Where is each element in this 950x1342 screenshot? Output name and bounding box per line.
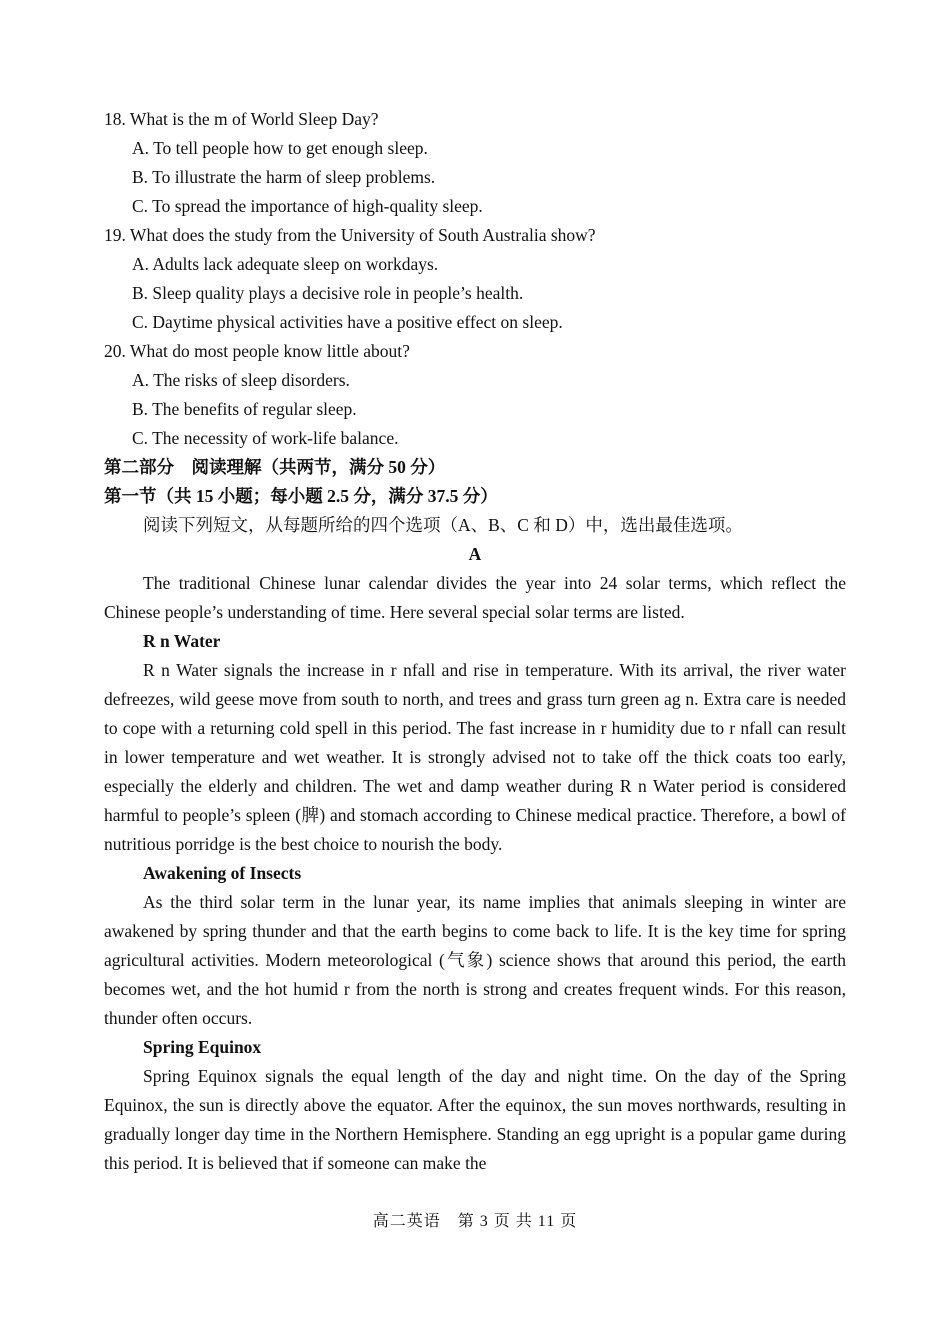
section-paragraph-awakening-of-insects — [104, 888, 846, 1033]
paragraph-text: Spring Equinox signals the equal length of the day and night time. On the day of the Spring Equinox, the sun is directly above the equator. After the equinox, the sun moves northwards, resulting in gradually longer day time in the Northern Hemisphere. Standing an egg upright is a popular game during this period. It is believed that if someone can make the — [104, 1066, 846, 1173]
section-heading-rain-water: R n Water — [143, 631, 221, 651]
option-a: A. Adults lack adequate sleep on workdays. — [132, 254, 439, 274]
question-18 — [104, 105, 846, 221]
passage-label: A — [468, 544, 482, 564]
section-title: 第一节（共 15 小题；每小题 2.5 分，满分 37.5 分） — [104, 486, 498, 506]
footer-subject: 高二英语 — [372, 1213, 441, 1230]
section-heading-awakening-of-insects: Awakening of Insects — [143, 863, 302, 883]
instruction-text: 阅读下列短文，从每题所给的四个选项（A、B、C 和 D）中，选出最佳选项。 — [143, 515, 743, 535]
paragraph-text: As the third solar term in the lunar year, its name implies that animals sleeping in winter are awakened by spring thunder and that the earth begins to come back to life. It is the key time for spring agricultural activities. Modern meteorological (气象) science shows that around this period, the earth becomes wet, and the hot humid r from the north is strong and creates frequent winds. For this reason, thunder often occurs. — [104, 892, 846, 1028]
footer-page-number: 第 3 页 共 11 页 — [457, 1213, 578, 1230]
question-stem: 18. What is the m of World Sleep Day? — [104, 109, 379, 129]
passage-intro — [104, 569, 846, 627]
question-19 — [104, 221, 846, 337]
section-paragraph-rain-water — [104, 656, 846, 859]
option-a: A. The risks of sleep disorders. — [132, 370, 350, 390]
option-b: B. To illustrate the harm of sleep problems. — [132, 167, 436, 187]
part-title: 第二部分 阅读理解（共两节，满分 50 分） — [104, 457, 446, 477]
option-b: B. Sleep quality plays a decisive role in people’s health. — [132, 283, 524, 303]
page-content — [104, 105, 846, 1178]
page-footer — [0, 1208, 950, 1231]
paragraph-text: R n Water signals the increase in r nfall and rise in temperature. With its arrival, the river water defreezes, wild geese move from south to north, and trees and grass turn green ag n. Extra care is needed to cope with a returning cold spell in this period. The fast increase in r humidity due to r nfall can result in lower temperature and wet weather. It is strongly advised not to take off the thick coats too early, especially the elderly and children. The wet and damp weather during R n Water period is considered harmful to people’s spleen (脾) and stomach according to Chinese medical practice. Therefore, a bowl of nutritious porridge is the best choice to nourish the body. — [104, 660, 846, 854]
option-c: C. To spread the importance of high-quality sleep. — [132, 196, 483, 216]
option-c: C. Daytime physical activities have a positive effect on sleep. — [132, 312, 563, 332]
question-stem: 19. What does the study from the University of South Australia show? — [104, 225, 596, 245]
question-stem: 20. What do most people know little about? — [104, 341, 410, 361]
question-20 — [104, 337, 846, 453]
option-a: A. To tell people how to get enough sleep. — [132, 138, 428, 158]
section-paragraph-spring-equinox — [104, 1062, 846, 1178]
option-c: C. The necessity of work-life balance. — [132, 428, 399, 448]
passage-intro-text: The traditional Chinese lunar calendar divides the year into 24 solar terms, which reflect the Chinese people’s understanding of time. Here several special solar terms are listed. — [104, 573, 846, 622]
section-heading-spring-equinox: Spring Equinox — [143, 1037, 262, 1057]
option-b: B. The benefits of regular sleep. — [132, 399, 357, 419]
